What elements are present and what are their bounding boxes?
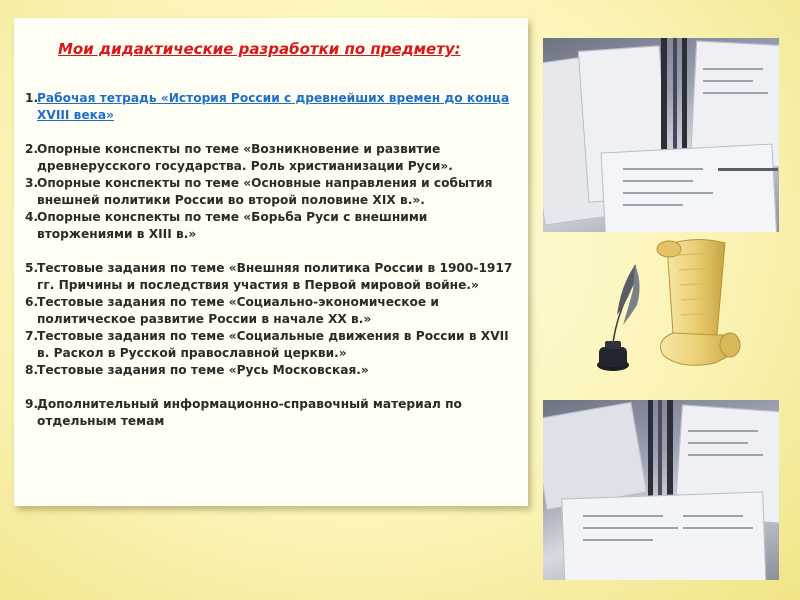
list-item bbox=[25, 328, 515, 362]
list-item[interactable] bbox=[25, 90, 515, 124]
item-text: Дополнительный информационно-справочный материал по отдельным темам bbox=[37, 397, 462, 428]
item-text: Опорные конспекты по теме «Борьба Руси с внешними вторжениями в XIII в.» bbox=[37, 210, 428, 241]
test-papers-photo bbox=[543, 400, 779, 580]
item-number: 3. bbox=[25, 176, 39, 190]
item-number: 5. bbox=[25, 261, 39, 275]
quill-scroll-illustration bbox=[585, 235, 750, 385]
item-number: 9. bbox=[25, 397, 39, 411]
item-text: Опорные конспекты по теме «Основные направления и события внешней политики России во второй половине XIX в.». bbox=[37, 176, 493, 207]
item-number: 6. bbox=[25, 295, 39, 309]
item-number: 1. bbox=[25, 91, 39, 105]
list-item bbox=[25, 260, 515, 294]
list-item bbox=[25, 396, 515, 430]
list-item bbox=[25, 362, 515, 379]
item-number: 7. bbox=[25, 329, 39, 343]
item-text: Тестовые задания по теме «Социально-экономическое и политическое развитие России в начале XX в.» bbox=[37, 295, 439, 326]
list-item bbox=[25, 294, 515, 328]
item-text: Тестовые задания по теме «Русь Московская.» bbox=[37, 363, 369, 377]
workbooks-photo bbox=[543, 38, 779, 232]
item-text: Тестовые задания по теме «Социальные движения в России в XVII в. Раскол в Русской православной церкви.» bbox=[37, 329, 509, 360]
scroll-and-quill-icon bbox=[585, 235, 750, 385]
list-item bbox=[25, 175, 515, 209]
list-item bbox=[25, 209, 515, 243]
item-number: 4. bbox=[25, 210, 39, 224]
item-text: Опорные конспекты по теме «Возникновение и развитие древнерусского государства. Роль христианизации Руси». bbox=[37, 142, 453, 173]
materials-list bbox=[25, 90, 515, 430]
item-number: 8. bbox=[25, 363, 39, 377]
item-text: Тестовые задания по теме «Внешняя политика России в 1900-1917 гг. Причины и последствия участия в Первой мировой войне.» bbox=[37, 261, 513, 292]
slide-title: Мои дидактические разработки по предмету: bbox=[58, 40, 461, 58]
item-number: 2. bbox=[25, 142, 39, 156]
workbook-link[interactable]: Рабочая тетрадь «История России с древнейших времен до конца XVIII века» bbox=[37, 91, 510, 122]
list-item bbox=[25, 141, 515, 175]
